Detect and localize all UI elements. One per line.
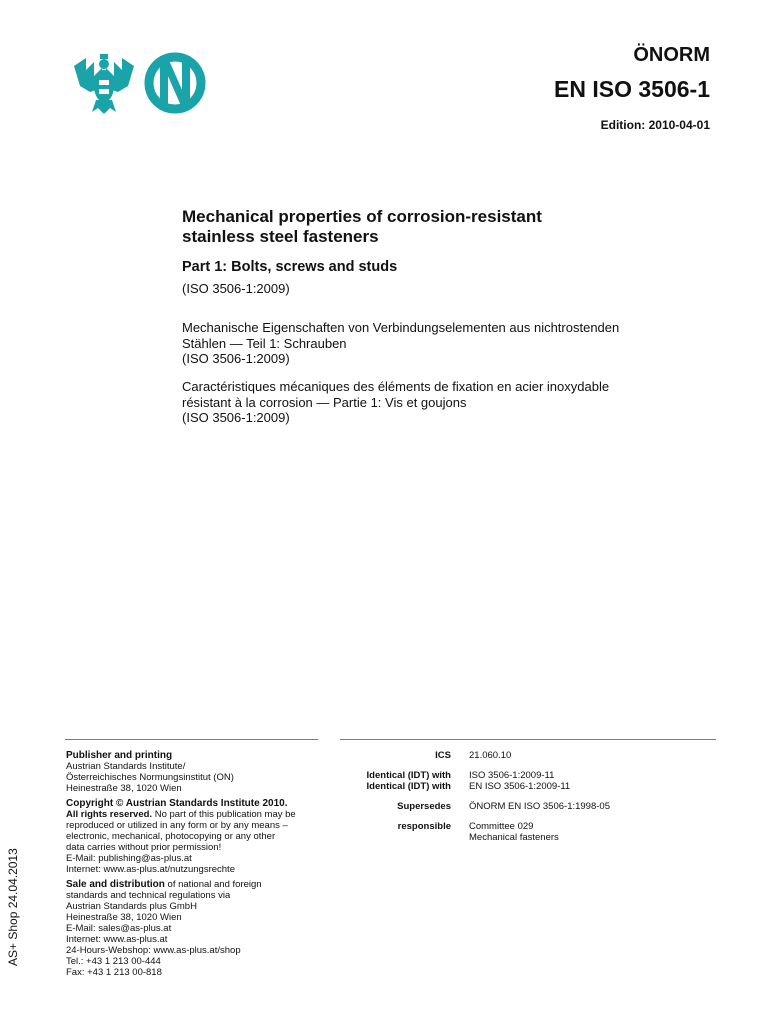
logos <box>72 48 212 118</box>
sale-line <box>66 879 326 890</box>
idt-row <box>340 770 720 781</box>
responsible-value <box>469 821 720 843</box>
on-monogram-icon <box>149 56 201 110</box>
phone: Tel.: +43 1 213 00-444 <box>66 956 161 967</box>
german-line-1: Mechanische Eigenschaften von Verbindungselementen aus nichtrostenden <box>182 320 620 335</box>
iso-reference: (ISO 3506-1:2009) <box>182 281 290 296</box>
idt-row <box>340 781 720 792</box>
german-line-2: Stählen — Teil 1: Schrauben <box>182 335 347 351</box>
rights-url: Internet: www.as-plus.at/nutzungsrechte <box>66 864 235 875</box>
divider-left <box>65 739 318 740</box>
sales-internet: Internet: www.as-plus.at <box>66 934 168 945</box>
sale-text: of national and foreign <box>164 879 262 890</box>
webshop: 24-Hours-Webshop: www.as-plus.at/shop <box>66 945 241 956</box>
committee-name: Mechanical fasteners <box>469 832 559 843</box>
supersedes-value: ÖNORM EN ISO 3506-1:1998-05 <box>469 801 610 812</box>
rights-text: No part of this publication may be <box>152 809 296 820</box>
rights-line: electronic, mechanical, photocopying or any other <box>66 831 276 842</box>
supersedes-row <box>340 801 720 812</box>
idt-value: ISO 3506-1:2009-11 <box>469 770 555 781</box>
ics-value: 21.060.10 <box>469 750 512 761</box>
idt-label: Identical (IDT) with <box>366 770 451 781</box>
austrian-eagle-icon <box>74 54 134 114</box>
sale-line: Austrian Standards plus GmbH <box>66 901 197 912</box>
publisher-line: Österreichisches Normungsinstitut (ON) <box>66 772 234 783</box>
ics-row <box>340 750 720 761</box>
rights-line: data carries without prior permission! <box>66 842 222 853</box>
french-line-2: résistant à la corrosion — Partie 1: Vis et goujons <box>182 394 467 410</box>
standard-metadata <box>340 750 720 843</box>
french-title <box>182 379 702 426</box>
divider-right <box>340 739 716 740</box>
title-block <box>182 207 682 296</box>
sale-line: standards and technical regulations via <box>66 890 231 901</box>
french-line-1: Caractéristiques mécaniques des éléments de fixation en acier inoxydable <box>182 379 610 394</box>
responsible-label: responsible <box>397 821 451 832</box>
french-line-3: (ISO 3506-1:2009) <box>182 410 290 425</box>
ics-label: ICS <box>435 750 451 761</box>
rights-line <box>66 809 326 820</box>
german-line-3: (ISO 3506-1:2009) <box>182 351 290 366</box>
title-line-1: Mechanical properties of corrosion-resistant <box>182 207 542 226</box>
sale-line: Heinestraße 38, 1020 Wien <box>66 912 182 923</box>
publishing-email: E-Mail: publishing@as-plus.at <box>66 853 192 864</box>
rights-bold: All rights reserved. <box>66 809 153 820</box>
supersedes-label: Supersedes <box>397 801 451 812</box>
committee-number: Committee 029 <box>469 821 534 832</box>
publisher-info <box>66 750 326 978</box>
brand-title: ÖNORM <box>633 44 710 66</box>
german-title <box>182 320 702 367</box>
sale-bold: Sale and distribution <box>66 879 165 890</box>
publisher-line: Heinestraße 38, 1020 Wien <box>66 783 182 794</box>
sidebar-stamp: AS+ Shop 24.04.2013 <box>6 848 20 966</box>
publisher-heading: Publisher and printing <box>66 750 173 761</box>
copyright-heading: Copyright © Austrian Standards Institute 2010. <box>66 798 288 809</box>
title-line-2: stainless steel fasteners <box>182 227 379 246</box>
fax: Fax: +43 1 213 00-818 <box>66 967 162 978</box>
standard-number: EN ISO 3506-1 <box>554 76 710 102</box>
idt-label: Identical (IDT) with <box>366 781 451 792</box>
publisher-line: Austrian Standards Institute/ <box>66 761 186 772</box>
rights-line: reproduced or utilized in any form or by any means – <box>66 820 288 831</box>
edition-date: Edition: 2010-04-01 <box>600 118 710 132</box>
sales-email: E-Mail: sales@as-plus.at <box>66 923 172 934</box>
part-title: Part 1: Bolts, screws and studs <box>182 259 398 275</box>
responsible-row <box>340 821 720 843</box>
idt-value: EN ISO 3506-1:2009-11 <box>469 781 571 792</box>
